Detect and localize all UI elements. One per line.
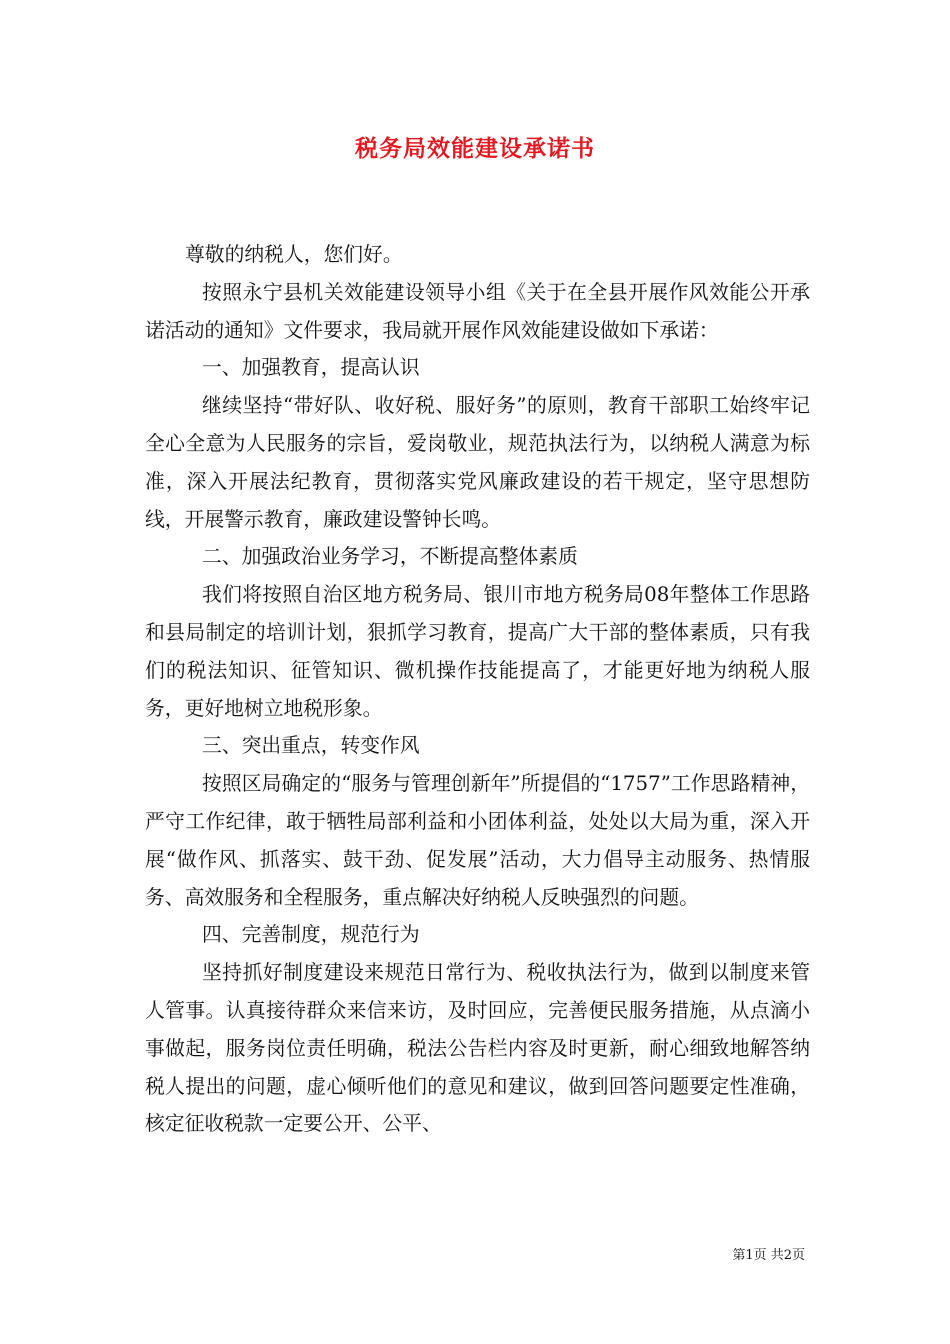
- paragraph-section-4: 坚持抓好制度建设来规范日常行为、税收执法行为，做到以制度来管人管事。认真接待群众来信来访，及时回应，完善便民服务措施，从点滴小事做起，服务岗位责任明确，税法公告栏内容及时更新，耐心细致地解答纳税人提出的问题，虚心倾听他们的意见和建议，做到回答问题要定性准确，核定征收税款一定要公开、公平、: [145, 961, 810, 1136]
- paragraph-intro: 按照永宁县机关效能建设领导小组《关于在全县开展作风效能公开承诺活动的通知》文件要求，我局就开展作风效能建设做如下承诺：: [145, 280, 810, 342]
- section-heading-1: 一、加强教育，提高认识: [202, 356, 420, 380]
- paragraph-section-2: 我们将按照自治区地方税务局、银川市地方税务局08年整体工作思路和县局制定的培训计划，狠抓学习教育，提高广大干部的整体素质，只有我们的税法知识、征管知识、微机操作技能提高了，才能更好地为纳税人服务，更好地树立地税形象。: [145, 583, 810, 720]
- document-body: [145, 236, 810, 1143]
- document-title: 税务局效能建设承诺书: [355, 135, 595, 162]
- page-number: 第1页 共2页: [732, 1248, 805, 1263]
- section-heading-2: 二、加强政治业务学习，不断提高整体素质: [202, 545, 578, 569]
- section-heading-3: 三、突出重点，转变作风: [202, 734, 420, 758]
- salutation: 尊敬的纳税人，您们好。: [185, 243, 403, 266]
- section-heading-4: 四、完善制度，规范行为: [202, 923, 420, 947]
- paragraph-section-3: 按照区局确定的“服务与管理创新年”所提倡的“1757”工作思路精神，严守工作纪律，敢于牺牲局部利益和小团体利益，处处以大局为重，深入开展“做作风、抓落实、鼓干劲、促发展”活动，大力倡导主动服务、热情服务、高效服务和全程服务，重点解决好纳税人反映强烈的问题。: [145, 772, 810, 909]
- paragraph-section-1: 继续坚持“带好队、收好税、服好务”的原则，教育干部职工始终牢记全心全意为人民服务的宗旨，爱岗敬业，规范执法行为，以纳税人满意为标准，深入开展法纪教育，贯彻落实党风廉政建设的若干规定，坚守思想防线，开展警示教育，廉政建设警钟长鸣。: [145, 394, 810, 531]
